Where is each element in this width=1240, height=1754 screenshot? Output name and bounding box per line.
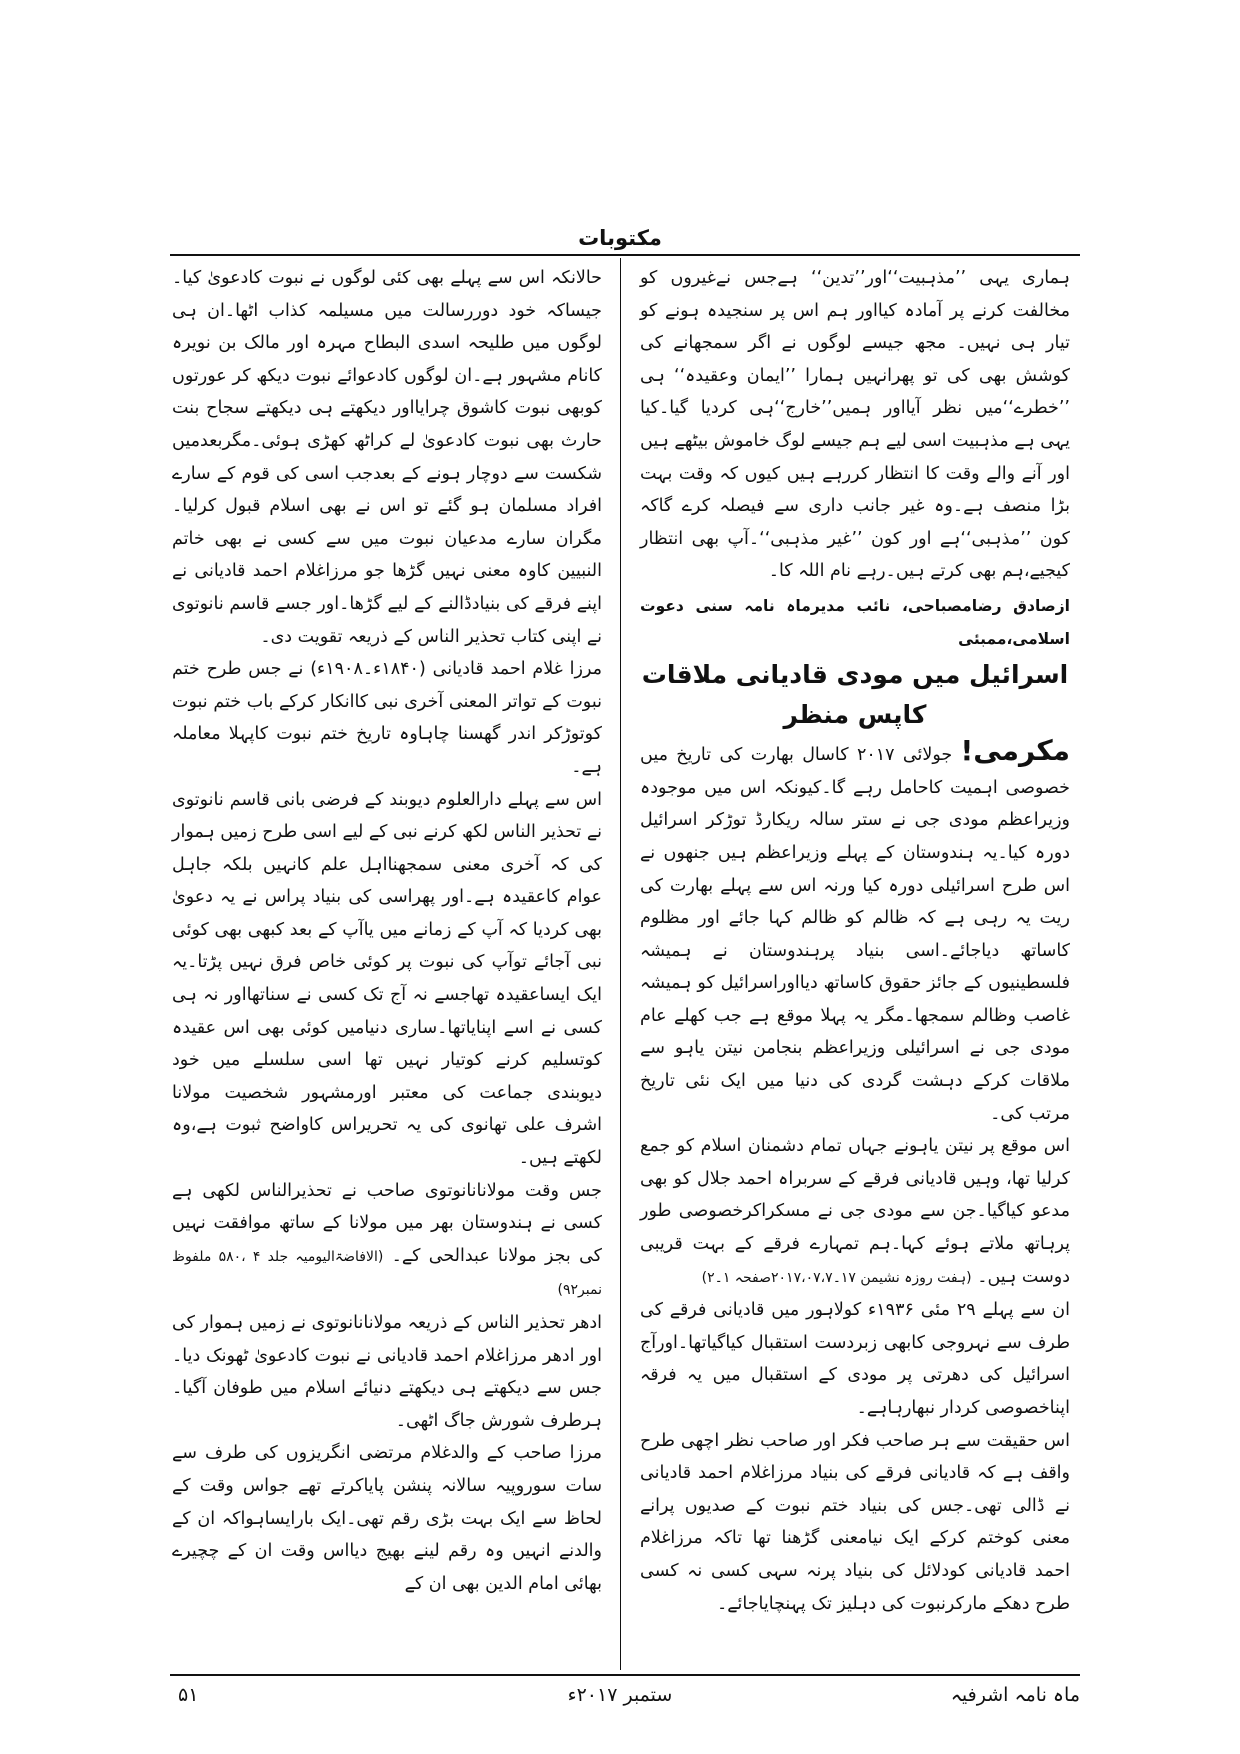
left-paragraph-4: [172, 1175, 602, 1307]
quote-text: جس وقت مولانانانوتوی صاحب نے تحذیرالناس لکھی ہے کسی نے ہندوستان بھر میں مولانا کے ساتھ موافقت نہیں کی بجز مولانا عبدالحی کے۔: [172, 1180, 602, 1266]
letter-2-byline: [640, 590, 1070, 655]
citation: (ہفت روزہ نشیمن ۱۷۔۲۰۱۷،۰۷،۷صفحہ ۱۔۲): [701, 1269, 972, 1286]
letter-2-paragraph-2: [640, 1130, 1070, 1294]
left-paragraph-5: ادھر تحذیر الناس کے ذریعہ مولانانانوتوی نے زمیں ہموار کی اور ادھر مرزاغلام احمد قادیانی نے نبوت کادعویٰ ٹھونک دیا۔جس سے دیکھتے ہی دیکھتے دنیائے اسلام میں طوفان آگیا۔ہرطرف شورش جاگ اٹھی۔: [172, 1313, 602, 1431]
issue-date: ستمبر ۲۰۱۷ء: [567, 1684, 673, 1706]
footer-rule: [170, 1674, 1080, 1676]
header-rule: [170, 254, 1080, 256]
column-divider: [620, 258, 621, 1670]
left-paragraph-6: مرزا صاحب کے والدغلام مرتضی انگریزوں کی طرف سے سات سوروپیہ سالانہ پنشن پایاکرتے تھے جواس وقت کے لحاظ سے ایک بہت بڑی رقم تھی۔ایک بارایساہواکہ ان کے والدنے انہیں وہ رقم لینے بھیج دیااس وقت ان کے چچیرے بھائی امام الدین بھی ان کے: [172, 1443, 602, 1594]
page-number: ۵۱: [178, 1684, 199, 1706]
left-column: [172, 262, 602, 1600]
author-title: ، نائب مدیرماہ نامہ سنی دعوت اسلامی،ممبئی: [640, 596, 1070, 648]
paragraph-text: جولائی ۲۰۱۷ کاسال بھارت کی تاریخ میں خصوصی اہمیت کاحامل رہے گا۔کیونکہ اس میں موجودہ وزیراعظم مودی جی نے ستر سالہ ریکارڈ توڑکر اسرائیل دورہ کیا۔یہ ہندوستان کے پہلے وزیراعظم ہیں جنھوں نے اس طرح اسرائیلی دورہ کیا ورنہ اس سے پہلے بھارت کی ریت یہ رہی ہے کہ ظالم کو ظالم کہا جائے اور مظلوم کاساتھ دیاجائے۔اسی بنیاد پرہندوستان نے ہمیشہ فلسطینیوں کے جائز حقوق کاساتھ دیااوراسرائیل کو ہمیشہ غاصب وظالم سمجھا۔مگر یہ پہلا موقع ہے جب کھلے عام مودی جی نے اسرائیلی وزیراعظم بنجامن نیتن یاہو سے ملاقات کرکے دہشت گردی کی دنیا میں ایک نئی تاریخ مرتب کی۔: [640, 745, 1070, 1124]
salutation: مکرمی!: [960, 734, 1070, 768]
letter-2-paragraph-1: [640, 735, 1070, 1130]
letter-2-paragraph-3: ان سے پہلے ۲۹ مئی ۱۹۳۶ء کولاہور میں قادیانی فرقے کی طرف سے نہروجی کابھی زبردست استقبال کیاگیاتھا۔اورآج اسرائیل کی دھرتی پر مودی کے استقبال میں یہ فرقہ اپناخصوصی کردار نبھارہاہے۔: [640, 1300, 1070, 1418]
magazine-name: ماہ نامہ اشرفیہ: [950, 1684, 1080, 1706]
left-paragraph-1: حالانکہ اس سے پہلے بھی کئی لوگوں نے نبوت کادعویٰ کیا۔جیساکہ خود دوررسالت میں مسیلمہ کذاب اٹھا۔ان ہی لوگوں میں طلیحہ اسدی البطاح مہرہ اور مالک بن نویرہ کانام مشہور ہے۔ان لوگوں کادعوائے نبوت دیکھ کر عورتوں کوبھی نبوت کاشوق چرایااور دیکھتے ہی دیکھتے سجاح بنت حارث بھی نبوت کادعویٰ لے کراٹھ کھڑی ہوئی۔مگربعدمیں شکست سے دوچار ہونے کے بعدجب اسی کی قوم کے سارے افراد مسلمان ہو گئے تو اس نے بھی اسلام قبول کرلیا۔مگران سارے مدعیان نبوت میں سے کسی نے بھی خاتم النبیین کاوہ معنی نہیں گڑھا جو مرزاغلام احمد قادیانی نے اپنے فرقے کی بنیادڈالنے کے لیے گڑھا۔اور جسے قاسم نانوتوی نے اپنی کتاب تحذیر الناس کے ذریعہ تقویت دی۔: [172, 268, 602, 647]
citation: (الافاضۃالیومیہ جلد ۴ ،۵۸۰ ملفوظ نمبر۹۲): [172, 1248, 602, 1299]
letter-2-paragraph-4: اس حقیقت سے ہر صاحب فکر اور صاحب نظر اچھی طرح واقف ہے کہ قادیانی فرقے کی بنیاد مرزاغلام احمد قادیانی نے ڈالی تھی۔جس کی بنیاد ختم نبوت کے صدیوں پرانے معنی کوختم کرکے ایک نیامعنی گڑھنا تھا تاکہ مرزاغلام احمد قادیانی کودلائل کی بنیاد پرنہ سہی کسی نہ کسی طرح دھکے مارکرنبوت کی دہلیز تک پہنچایاجائے۔: [640, 1430, 1070, 1614]
left-paragraph-3: اس سے پہلے دارالعلوم دیوبند کے فرضی بانی قاسم نانوتوی نے تحذیر الناس لکھ کرنے نبی کے لیے اسی طرح زمیں ہموار کی کہ آخری معنی سمجھنااہل علم کانہیں بلکہ جاہل عوام کاعقیدہ ہے۔اور پھراسی کی بنیاد پراس نے یہ دعویٰ بھی کردیا کہ آپ کے زمانے میں یاآپ کے بعد کبھی بھی کوئی نبی آجائے توآپ کی نبوت پر کوئی خاص فرق نہیں پڑتا۔یہ ایک ایساعقیدہ تھاجسے نہ آج تک کسی نے سناتھااور نہ ہی کسی نے اسے اپنایاتھا۔ساری دنیامیں کوئی بھی اس عقیدہ کوتسلیم کرنے کوتیار نہیں تھا اسی سلسلے میں خود دیوبندی جماعت کی معتبر اورمشہور شخصیت مولانا اشرف علی تھانوی کی یہ تحریراس کاواضح ثبوت ہے،وہ لکھتے ہیں۔: [172, 789, 602, 1169]
letter-2-headline: اسرائیل میں مودی قادیانی ملاقات کاپس منظر: [641, 660, 1069, 730]
section-title: مکتوبات: [578, 226, 662, 250]
right-column: [640, 262, 1070, 1620]
paragraph-text: اس موقع پر نیتن یاہونے جہاں تمام دشمنان اسلام کو جمع کرلیا تھا، وہیں قادیانی فرقے کے سربراہ احمد جلال کو بھی مدعو کیاگیا۔جن سے مودی جی نے مسکراکرخصوصی طور پرہاتھ ملاتے ہوئے کہا۔ہم تمہارے فرقے کے بہت قریبی دوست ہیں۔: [640, 1136, 1070, 1287]
left-paragraph-2: مرزا غلام احمد قادیانی (۱۸۴۰ء۔۱۹۰۸ء) نے جس طرح ختم نبوت کے تواتر المعنی آخری نبی کاانکار کرکے باب ختم نبوت کوتوڑکر اندر گھسنا چاہاوہ تاریخ ختم نبوت کاپہلا معاملہ ہے۔: [172, 659, 602, 777]
letter-1-paragraph: ہماری یہی ’’مذہبیت‘‘اور’’تدین‘‘ ہےجس نےغیروں کو مخالفت کرنے پر آمادہ کیااور ہم اس پر سنجیدہ ہونے کو تیار ہی نہیں۔ مجھ جیسے لوگوں نے اگر سمجھانے کی کوشش بھی کی تو پھرانہیں ہمارا ’’ایمان وعقیدہ‘‘ ہی ’’خطرے‘‘میں نظر آیااور ہمیں’’خارج‘‘ہی کردیا گیا۔کیا یہی ہے مذہبیت اسی لیے ہم جیسے لوگ خاموش بیٹھے ہیں اور آنے والے وقت کا انتظار کررہے ہیں کیوں کہ وقت بہت بڑا منصف ہے۔وہ غیر جانب داری سے فیصلہ کرے گاکہ کون ’’مذہبی‘‘ہے اور کون ’’غیر مذہبی‘‘۔آپ بھی انتظار کیجیے،ہم بھی کرتے ہیں۔رہے نام اللہ کا۔: [640, 268, 1070, 582]
author-name: ازصادق رضامصباحی: [907, 596, 1070, 615]
